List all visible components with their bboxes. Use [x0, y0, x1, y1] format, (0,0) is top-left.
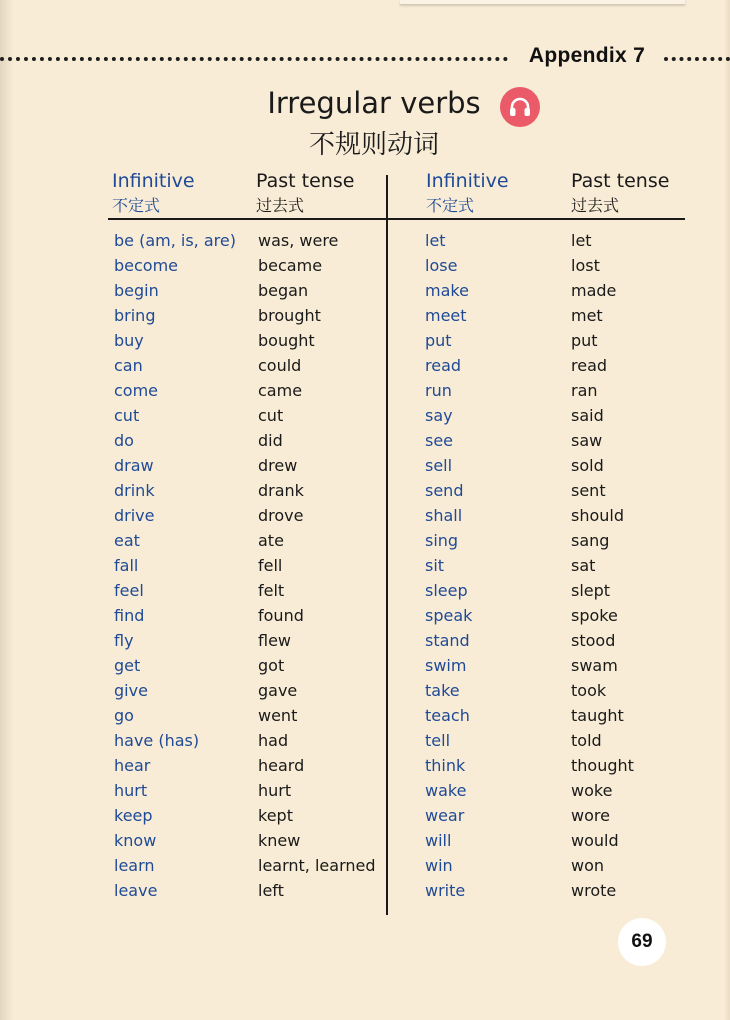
- verb-item: found: [258, 606, 304, 625]
- verb-item: be (am, is, are): [114, 231, 236, 250]
- verb-item: brought: [258, 306, 321, 325]
- verb-item: won: [571, 856, 605, 875]
- verb-item: sent: [571, 481, 606, 500]
- verb-item: saw: [571, 431, 603, 450]
- verb-item: read: [425, 356, 462, 375]
- column-header-label-chinese: 不定式: [426, 196, 475, 215]
- dotted-rule-left: [0, 57, 508, 61]
- column-header-label-chinese: 过去式: [256, 196, 305, 215]
- verb-item: shall: [425, 506, 463, 525]
- verb-item: sing: [425, 531, 459, 550]
- verb-item: sang: [571, 531, 610, 550]
- column-header-label: Past tense: [256, 170, 355, 192]
- verb-item: drink: [114, 481, 155, 500]
- verb-item: become: [114, 256, 179, 275]
- verb-item: feel: [114, 581, 144, 600]
- verb-item: draw: [114, 456, 154, 475]
- verb-item: send: [425, 481, 464, 500]
- verb-item: begin: [114, 281, 159, 300]
- verb-item: let: [425, 231, 446, 250]
- verb-item: fell: [258, 556, 283, 575]
- verb-item: hurt: [114, 781, 148, 800]
- verb-item: think: [425, 756, 466, 775]
- verb-item: read: [571, 356, 608, 375]
- verb-item: heard: [258, 756, 305, 775]
- column-header-label: Infinitive: [112, 170, 195, 192]
- verb-item: let: [571, 231, 592, 250]
- verb-item: wrote: [571, 881, 617, 900]
- verb-item: said: [571, 406, 604, 425]
- column-header-infinitive-right: [426, 170, 509, 216]
- verb-item: gave: [258, 681, 298, 700]
- dotted-rule-right: [664, 57, 730, 61]
- audio-play-button[interactable]: [500, 87, 540, 127]
- verb-item: could: [258, 356, 302, 375]
- column-header-label-chinese: 过去式: [571, 196, 620, 215]
- verb-item: sold: [571, 456, 604, 475]
- verb-item: learnt, learned: [258, 856, 376, 875]
- verb-item: sleep: [425, 581, 468, 600]
- verb-item: hurt: [258, 781, 292, 800]
- verb-item: give: [114, 681, 148, 700]
- verb-item: keep: [114, 806, 153, 825]
- verb-item: tell: [425, 731, 451, 750]
- verb-item: meet: [425, 306, 467, 325]
- verb-item: wore: [571, 806, 610, 825]
- verb-item: have (has): [114, 731, 200, 750]
- verb-item: come: [114, 381, 159, 400]
- verb-item: get: [114, 656, 141, 675]
- verb-item: had: [258, 731, 289, 750]
- verb-item: flew: [258, 631, 292, 650]
- top-tab: [400, 0, 685, 5]
- verb-item: took: [571, 681, 607, 700]
- verb-item: thought: [571, 756, 634, 775]
- verb-item: fly: [114, 631, 134, 650]
- verb-item: began: [258, 281, 309, 300]
- verb-item: told: [571, 731, 602, 750]
- infinitive-list-right: [425, 228, 472, 903]
- verb-item: would: [571, 831, 619, 850]
- verb-item: bring: [114, 306, 156, 325]
- headphones-icon: [507, 94, 533, 120]
- verb-item: drive: [114, 506, 155, 525]
- verb-item: went: [258, 706, 298, 725]
- verb-item: go: [114, 706, 134, 725]
- verb-item: cut: [114, 406, 140, 425]
- column-divider: [386, 175, 388, 915]
- verb-item: should: [571, 506, 625, 525]
- verb-item: woke: [571, 781, 613, 800]
- verb-item: swam: [571, 656, 618, 675]
- verb-item: stand: [425, 631, 470, 650]
- verb-item: eat: [114, 531, 140, 550]
- verb-item: put: [571, 331, 598, 350]
- past-tense-list-left: [258, 228, 376, 903]
- verb-item: buy: [114, 331, 144, 350]
- verb-item: bought: [258, 331, 315, 350]
- verb-item: came: [258, 381, 303, 400]
- verb-item: wake: [425, 781, 467, 800]
- infinitive-list-left: [114, 228, 236, 903]
- page-gutter: [0, 0, 14, 1020]
- header-divider: [108, 218, 685, 220]
- verb-item: felt: [258, 581, 285, 600]
- verb-item: cut: [258, 406, 284, 425]
- verb-item: write: [425, 881, 466, 900]
- verb-item: can: [114, 356, 143, 375]
- verb-item: ran: [571, 381, 598, 400]
- verb-item: see: [425, 431, 454, 450]
- verb-item: speak: [425, 606, 473, 625]
- column-header-label-chinese: 不定式: [112, 196, 161, 215]
- appendix-label: Appendix 7: [528, 44, 646, 67]
- verb-item: ate: [258, 531, 284, 550]
- verb-item: was, were: [258, 231, 339, 250]
- verb-item: lose: [425, 256, 458, 275]
- verb-item: put: [425, 331, 452, 350]
- verb-item: knew: [258, 831, 301, 850]
- verb-item: left: [258, 881, 284, 900]
- page-title-chinese: 不规则动词: [308, 130, 439, 160]
- column-header-past-left: [256, 170, 354, 216]
- verb-item: taught: [571, 706, 624, 725]
- verb-item: learn: [114, 856, 155, 875]
- verb-item: leave: [114, 881, 158, 900]
- verb-item: made: [571, 281, 617, 300]
- verb-item: say: [425, 406, 453, 425]
- verb-item: know: [114, 831, 157, 850]
- verb-item: run: [425, 381, 452, 400]
- verb-item: met: [571, 306, 603, 325]
- page-number: 69: [618, 918, 666, 966]
- column-header-infinitive-left: [112, 170, 195, 216]
- verb-item: hear: [114, 756, 151, 775]
- page-title: Irregular verbs: [267, 86, 481, 120]
- verb-item: slept: [571, 581, 611, 600]
- page-edge-right: [724, 0, 730, 1020]
- verb-item: fall: [114, 556, 139, 575]
- verb-item: make: [425, 281, 469, 300]
- verb-item: became: [258, 256, 323, 275]
- verb-item: wear: [425, 806, 465, 825]
- column-header-label: Past tense: [571, 170, 670, 192]
- verb-item: take: [425, 681, 460, 700]
- verb-item: did: [258, 431, 283, 450]
- verb-item: drank: [258, 481, 304, 500]
- column-header-past-right: [571, 170, 669, 216]
- verb-item: swim: [425, 656, 467, 675]
- verb-item: sit: [425, 556, 445, 575]
- verb-item: kept: [258, 806, 293, 825]
- verb-item: stood: [571, 631, 616, 650]
- past-tense-list-right: [571, 228, 634, 903]
- verb-item: win: [425, 856, 453, 875]
- verb-item: got: [258, 656, 285, 675]
- verb-item: do: [114, 431, 134, 450]
- column-header-label: Infinitive: [426, 170, 509, 192]
- verb-item: sat: [571, 556, 596, 575]
- verb-item: spoke: [571, 606, 618, 625]
- verb-item: teach: [425, 706, 470, 725]
- verb-item: sell: [425, 456, 453, 475]
- verb-item: drove: [258, 506, 304, 525]
- verb-item: lost: [571, 256, 600, 275]
- verb-item: will: [425, 831, 452, 850]
- verb-item: find: [114, 606, 145, 625]
- verb-item: drew: [258, 456, 298, 475]
